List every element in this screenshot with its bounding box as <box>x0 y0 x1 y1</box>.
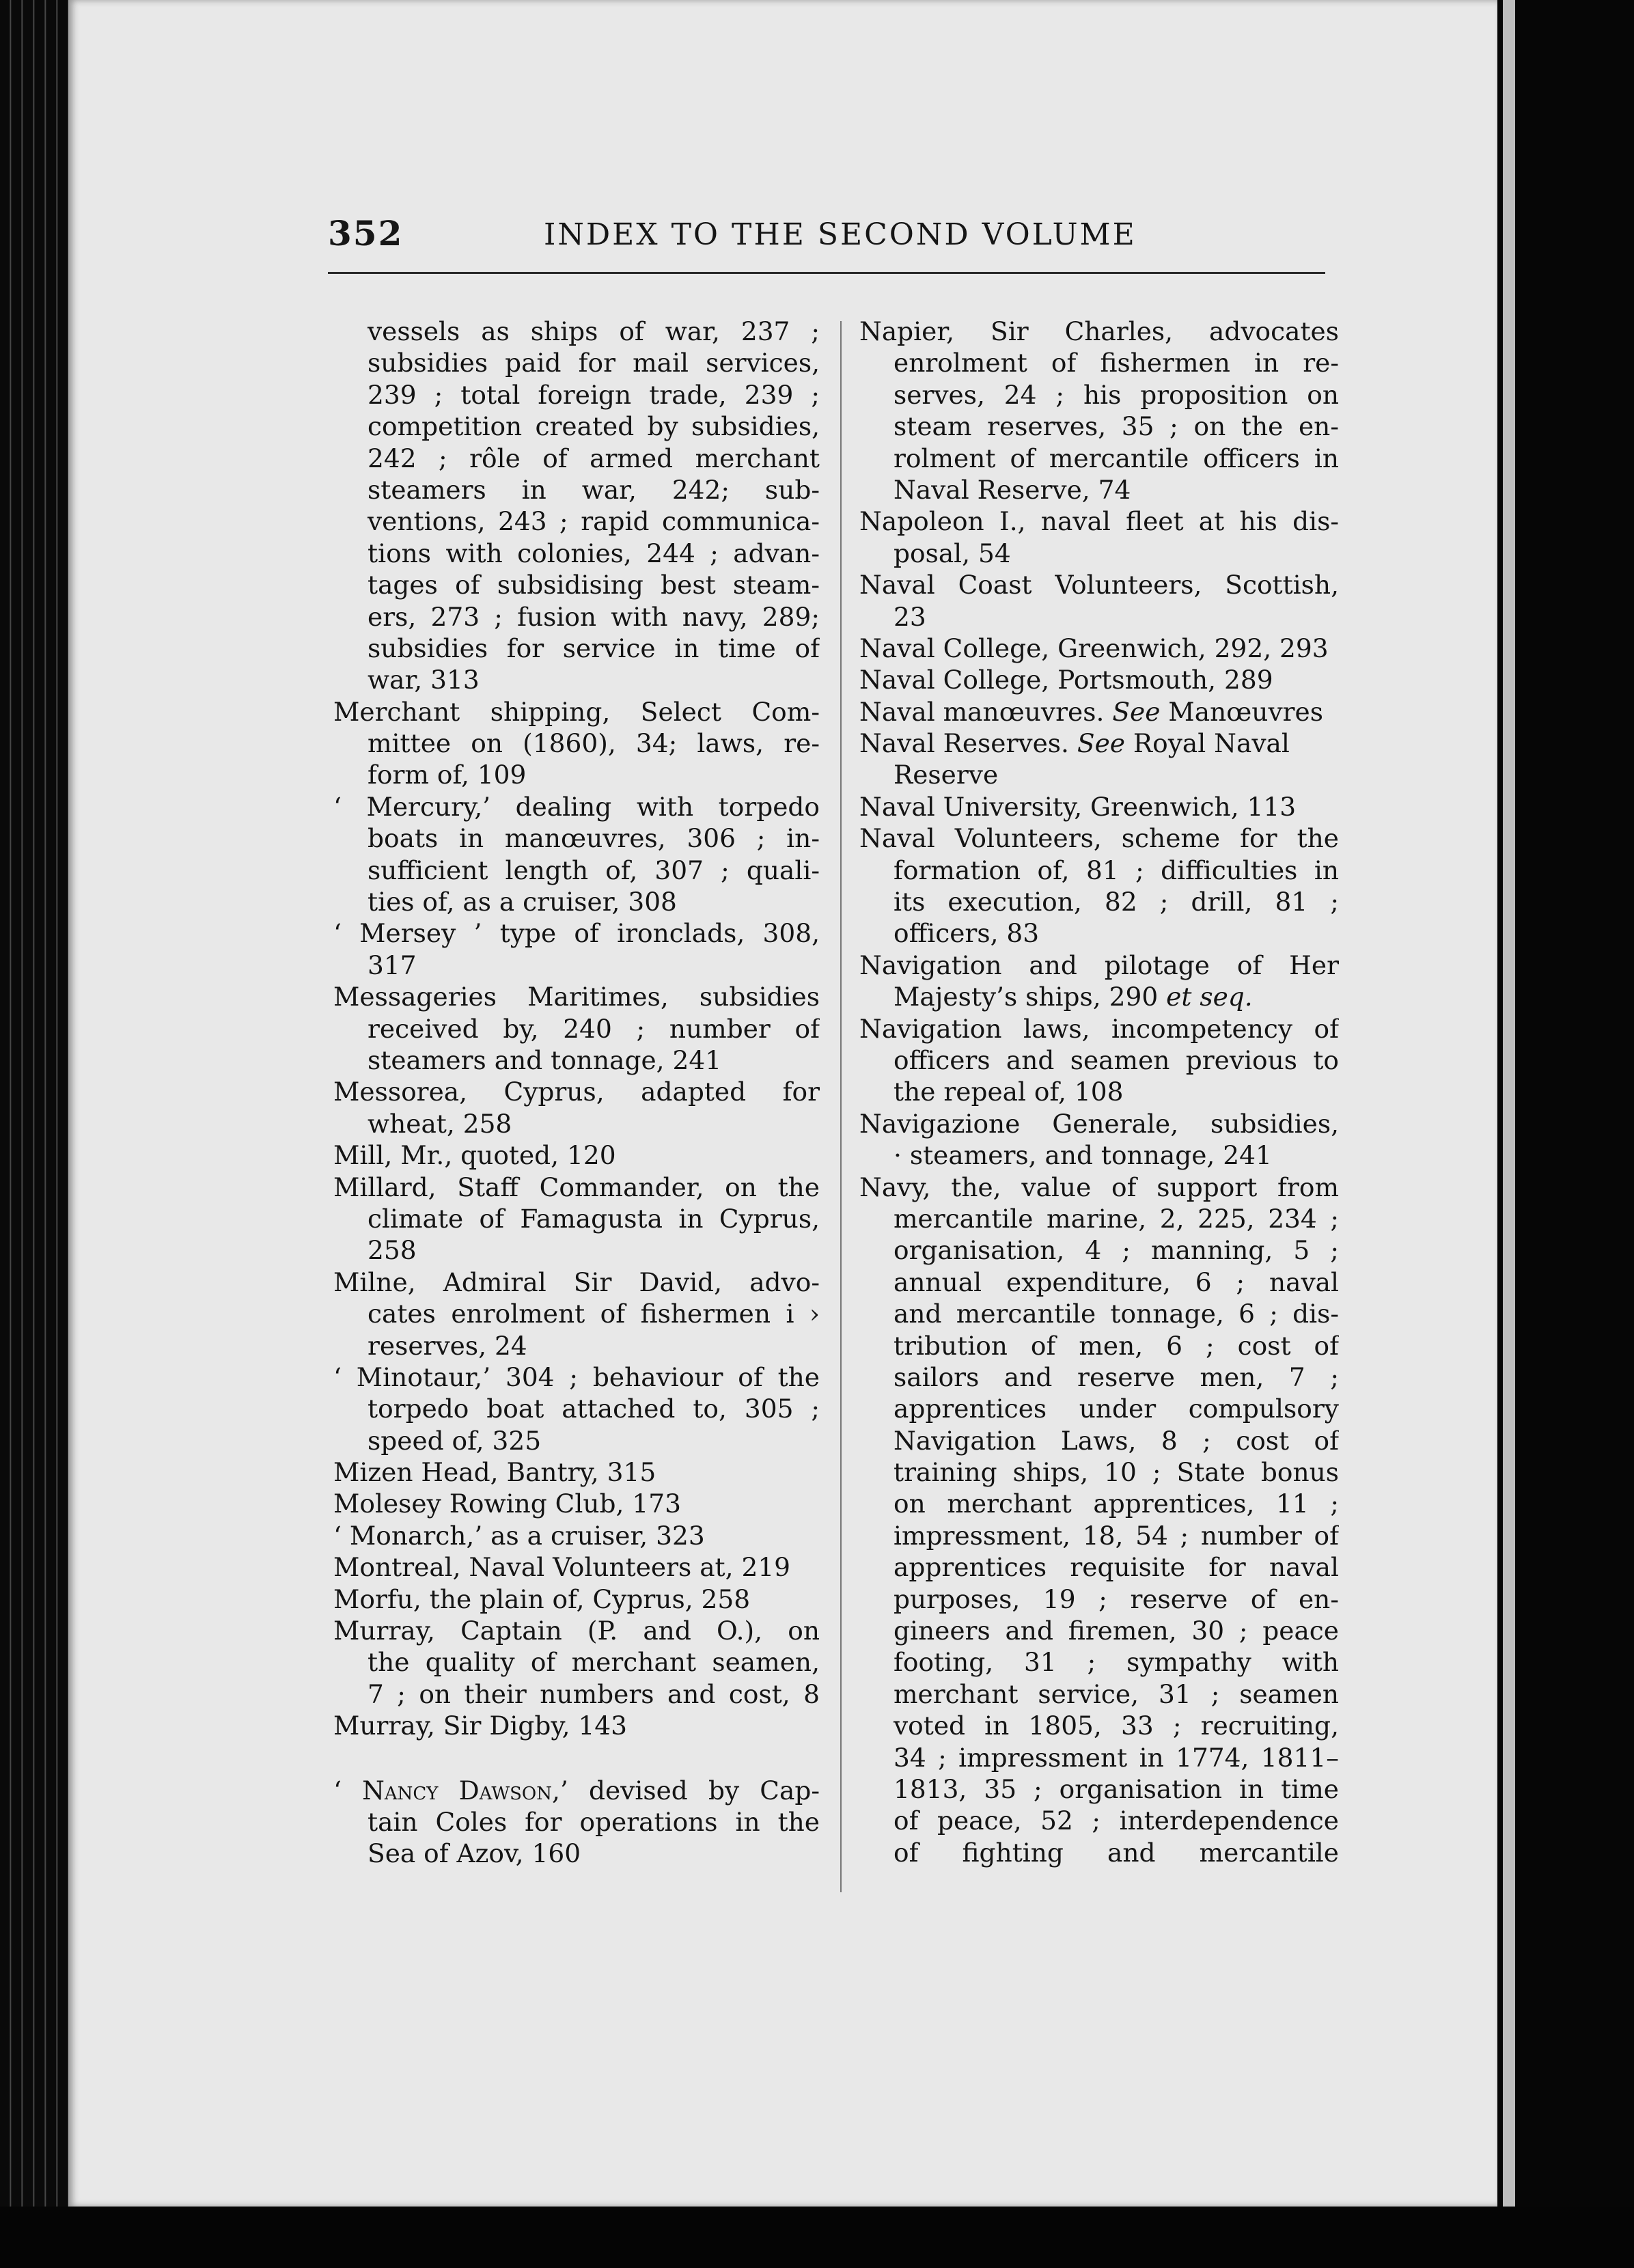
index-line: Reserve <box>894 760 999 790</box>
index-line: · steamers, and tonnage, 241 <box>894 1140 1272 1171</box>
index-line: war, 313 <box>368 665 480 695</box>
index-line: subsidies for service in time of <box>368 633 820 663</box>
index-line: 7 ; on their numbers and cost, 8 <box>368 1678 820 1709</box>
index-line: steamers in war, 242; sub- <box>368 474 820 505</box>
index-line: Navigation Laws, 8 ; cost of <box>894 1425 1339 1456</box>
index-line: apprentices under compulsory <box>894 1394 1339 1424</box>
index-line: 34 ; impressment in 1774, 1811– <box>894 1742 1339 1773</box>
index-line: Naval Volunteers, scheme for the <box>859 823 1339 854</box>
index-line: Naval College, Portsmouth, 289 <box>859 665 1273 695</box>
index-line: Majesty’s ships, 290 et seq. <box>894 982 1253 1012</box>
index-line: Molesey Rowing Club, 173 <box>333 1489 681 1519</box>
index-line: 317 <box>368 950 417 980</box>
index-line: footing, 31 ; sympathy with <box>894 1647 1339 1678</box>
index-line: 1813, 35 ; organisation in time <box>894 1773 1339 1804</box>
index-line: the quality of merchant seamen, <box>368 1647 820 1678</box>
index-line: ‘ Monarch,’ as a cruiser, 323 <box>333 1520 705 1551</box>
right-dark-margin <box>1497 0 1634 2268</box>
italic-term: See <box>1077 728 1125 759</box>
index-line: ‘ Nancy Dawson,’ devised by Cap- <box>333 1775 820 1806</box>
index-line: ‘ Mercury,’ dealing with torpedo <box>333 791 820 822</box>
index-line: sailors and reserve men, 7 ; <box>894 1361 1339 1392</box>
index-line: Montreal, Naval Volunteers at, 219 <box>333 1552 791 1583</box>
index-line: officers, 83 <box>894 918 1040 949</box>
index-line: Morfu, the plain of, Cyprus, 258 <box>333 1584 751 1614</box>
index-line: Messorea, Cyprus, adapted for <box>333 1077 820 1107</box>
index-line: voted in 1805, 33 ; recruiting, <box>894 1711 1339 1741</box>
index-line: serves, 24 ; his proposition on <box>894 379 1339 410</box>
index-line: Naval College, Greenwich, 292, 293 <box>859 633 1329 663</box>
index-line: speed of, 325 <box>368 1425 542 1456</box>
index-line: ers, 273 ; fusion with navy, 289; <box>368 601 820 632</box>
index-line: tribution of men, 6 ; cost of <box>894 1330 1339 1361</box>
index-line: Napier, Sir Charles, advocates <box>859 316 1339 346</box>
index-line: steamers and tonnage, 241 <box>368 1045 722 1075</box>
index-line: annual expenditure, 6 ; naval <box>894 1267 1339 1297</box>
index-line: 239 ; total foreign trade, 239 ; <box>368 379 820 410</box>
index-line: Sea of Azov, 160 <box>368 1838 581 1869</box>
index-line: of fighting and mercantile <box>894 1837 1339 1868</box>
index-line: sufficient length of, 307 ; quali- <box>368 855 820 885</box>
index-line: the repeal of, 108 <box>894 1077 1124 1107</box>
index-line: Murray, Captain (P. and O.), on <box>333 1616 820 1646</box>
index-line: Milne, Admiral Sir David, advo- <box>333 1267 820 1297</box>
index-line: Merchant shipping, Select Com- <box>333 696 820 727</box>
index-line: Napoleon I., naval fleet at his dis- <box>859 506 1339 537</box>
index-line: Murray, Sir Digby, 143 <box>333 1711 628 1741</box>
running-head: INDEX TO THE SECOND VOLUME <box>544 217 1137 252</box>
next-page-edge <box>1503 0 1515 2207</box>
index-line: torpedo boat attached to, 305 ; <box>368 1394 820 1424</box>
index-line: organisation, 4 ; manning, 5 ; <box>894 1235 1339 1266</box>
index-line: training ships, 10 ; State bonus <box>894 1457 1339 1488</box>
index-line: Messageries Maritimes, subsidies <box>333 982 820 1012</box>
index-line: wheat, 258 <box>368 1108 512 1139</box>
index-line: of peace, 52 ; interdependence <box>894 1806 1339 1836</box>
index-line: impressment, 18, 54 ; number of <box>894 1520 1339 1551</box>
index-line: 23 <box>894 601 926 632</box>
index-line: purposes, 19 ; reserve of en- <box>894 1584 1339 1614</box>
page-header <box>328 213 1325 261</box>
index-line: its execution, 82 ; drill, 81 ; <box>894 887 1339 917</box>
index-line: Navigazione Generale, subsidies, <box>859 1108 1339 1139</box>
index-line: Navigation laws, incompetency of <box>859 1013 1339 1044</box>
index-line: officers and seamen previous to <box>894 1045 1339 1075</box>
index-line: ties of, as a cruiser, 308 <box>368 887 677 917</box>
index-line: ‘ Minotaur,’ 304 ; behaviour of the <box>333 1361 820 1392</box>
index-line: gineers and firemen, 30 ; peace <box>894 1616 1339 1646</box>
index-line: Naval manœuvres. See Manœuvres <box>859 696 1323 727</box>
header-rule <box>328 272 1325 274</box>
index-line: form of, 109 <box>368 760 527 790</box>
index-line: Naval Reserve, 74 <box>894 474 1131 505</box>
index-line: Mizen Head, Bantry, 315 <box>333 1457 656 1488</box>
index-line: apprentices requisite for naval <box>894 1552 1339 1583</box>
index-line: Naval University, Greenwich, 113 <box>859 791 1297 822</box>
index-line: Mill, Mr., quoted, 120 <box>333 1140 616 1171</box>
index-line: ‘ Mersey ’ type of ironclads, 308, <box>333 918 820 949</box>
italic-term: et seq. <box>1166 982 1253 1012</box>
index-line: posal, 54 <box>894 538 1011 568</box>
index-line: tain Coles for operations in the <box>368 1806 820 1837</box>
column-divider <box>840 321 842 1892</box>
book-spine-edge <box>0 0 75 2268</box>
italic-term: See <box>1112 696 1161 727</box>
index-line: Navy, the, value of support from <box>859 1172 1339 1202</box>
small-caps-term: Nancy Dawson, <box>362 1775 560 1806</box>
index-line: rolment of mercantile officers in <box>894 443 1339 473</box>
index-line: steam reserves, 35 ; on the en- <box>894 411 1339 442</box>
index-line: Naval Coast Volunteers, Scottish, <box>859 570 1339 600</box>
index-line: and mercantile tonnage, 6 ; dis- <box>894 1299 1339 1329</box>
index-line: cates enrolment of fishermen i › <box>368 1299 820 1329</box>
index-line: boats in manœuvres, 306 ; in- <box>368 823 820 854</box>
index-line: Navigation and pilotage of Her <box>859 950 1339 980</box>
index-line: on merchant apprentices, 11 ; <box>894 1489 1339 1519</box>
index-column-right <box>859 316 1339 1868</box>
index-line: competition created by subsidies, <box>368 411 820 442</box>
index-line: tages of subsidising best steam- <box>368 570 820 600</box>
index-line: merchant service, 31 ; seamen <box>894 1678 1339 1709</box>
index-line: 258 <box>368 1235 417 1266</box>
index-column-left <box>333 316 820 1870</box>
index-line: received by, 240 ; number of <box>368 1013 820 1044</box>
index-line: reserves, 24 <box>368 1330 527 1361</box>
index-line: vessels as ships of war, 237 ; <box>368 316 820 346</box>
index-line: subsidies paid for mail services, <box>368 348 820 378</box>
bottom-dark-margin <box>0 2207 1634 2268</box>
index-line: enrolment of fishermen in re- <box>894 348 1339 378</box>
index-line: 242 ; rôle of armed merchant <box>368 443 820 473</box>
page-number: 352 <box>328 213 404 253</box>
section-gap <box>333 1742 820 1775</box>
index-line: formation of, 81 ; difficulties in <box>894 855 1339 885</box>
index-line: Millard, Staff Commander, on the <box>333 1172 820 1202</box>
index-line: Naval Reserves. See Royal Naval <box>859 728 1290 759</box>
index-line: mercantile marine, 2, 225, 234 ; <box>894 1203 1339 1234</box>
index-line: tions with colonies, 244 ; advan- <box>368 538 820 568</box>
index-line: mittee on (1860), 34; laws, re- <box>368 728 820 759</box>
index-line: climate of Famagusta in Cyprus, <box>368 1203 820 1234</box>
index-line: ventions, 243 ; rapid communica- <box>368 506 820 537</box>
